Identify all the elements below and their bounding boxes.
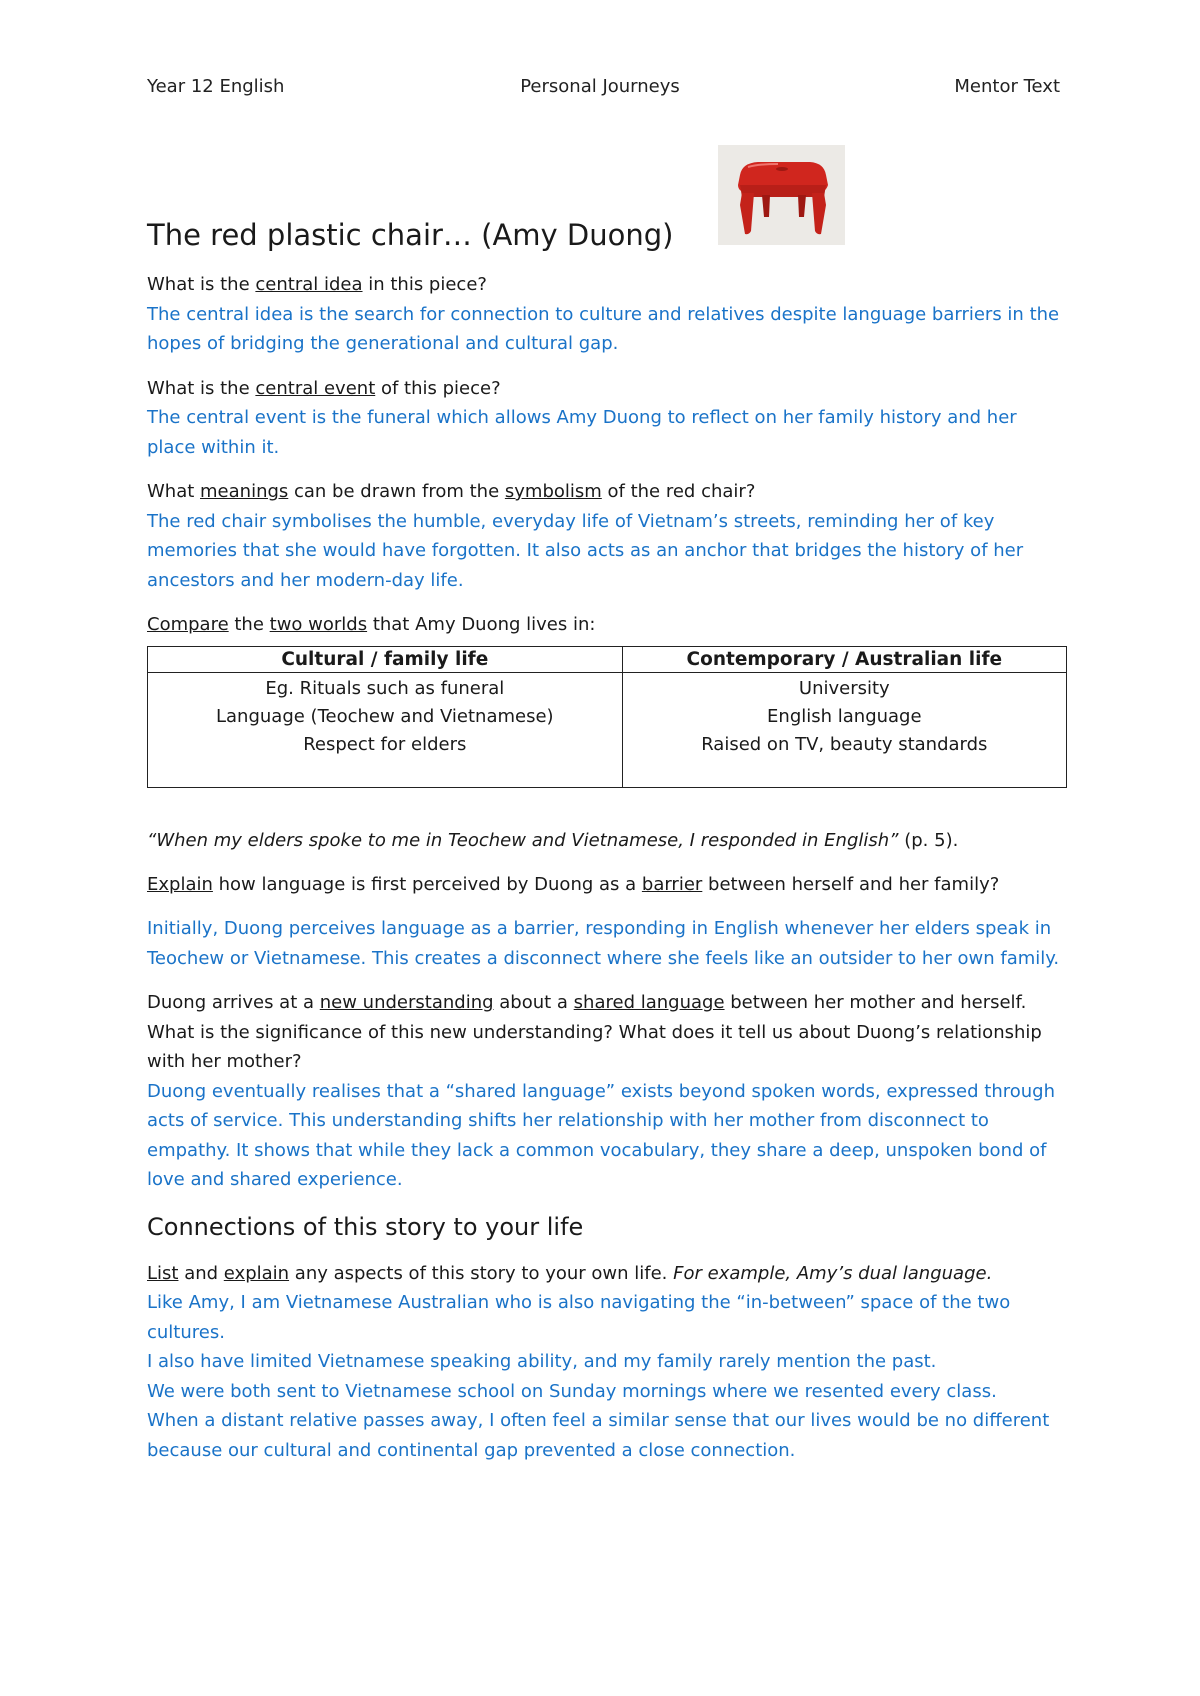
term-compare: Compare [147, 614, 229, 635]
example-text: For example, Amy’s dual language. [673, 1262, 993, 1284]
compare-prompt: Compare the two worlds that Amy Duong lives in: [147, 614, 596, 635]
term-list: List [147, 1262, 179, 1284]
main-content [147, 218, 1067, 1465]
connection-answer: When a distant relative passes away, I often feel a similar sense that our lives would be no different because our cultural and continental gap prevented a close connection. [147, 1410, 1050, 1461]
section-heading-connections: Connections of this story to your life [147, 1212, 584, 1241]
term-barrier: barrier [641, 873, 703, 895]
answer-language-barrier: Initially, Duong perceives language as a barrier, responding in English whenever her elders speak in Teochew or Vietnamese. This creates a disconnect where she feels like an outsider to her own family. [147, 918, 1060, 969]
term-symbolism: symbolism [504, 481, 602, 502]
header-unit: Personal Journeys [520, 76, 680, 97]
connection-answer: Like Amy, I am Vietnamese Australian who is also navigating the “in-between” space of the two cultures. [147, 1292, 1011, 1343]
contemporary-item: University [798, 677, 890, 699]
term-central-event: central event [255, 377, 376, 399]
question-shared-language: Duong arrives at a new understanding about a shared language between her mother and herself. What is the significance of this new understanding? What does it tell us about Duong’s relationship with her mother? [147, 992, 1042, 1072]
text-quote [147, 826, 1067, 855]
term-central-idea: central idea [255, 274, 363, 295]
question-central-event: What is the central event of this piece? [147, 377, 501, 399]
connection-answer: I also have limited Vietnamese speaking ability, and my family rarely mention the past. [147, 1351, 937, 1372]
question-connections: List and explain any aspects of this story to your own life. For example, Amy’s dual language. [147, 1262, 993, 1284]
contemporary-item: English language [767, 705, 922, 727]
two-worlds-table [147, 646, 1067, 788]
answer-symbolism: The red chair symbolises the humble, everyday life of Vietnam’s streets, reminding her of key memories that she would have forgotten. It also acts as an anchor that bridges the history of her ancestors and her modern-day life. [147, 510, 1024, 591]
cultural-item: Language (Teochew and Vietnamese) [216, 705, 554, 727]
answer-shared-language: Duong eventually realises that a “shared language” exists beyond spoken words, expressed through acts of service. This understanding shifts her relationship with her mother from disconnect to empathy. It shows that while they lack a common vocabulary, they share a deep, unspoken bond of love and shared experience. [147, 1080, 1055, 1190]
quote-reference: (p. 5). [898, 829, 959, 851]
table-header-contemporary: Contemporary / Australian life [622, 646, 1066, 672]
quote-text: “When my elders spoke to me in Teochew and Vietnamese, I responded in English” [147, 829, 899, 851]
cultural-item: Eg. Rituals such as funeral [265, 677, 505, 699]
question-central-idea: What is the central idea in this piece? [147, 274, 487, 295]
term-explain: Explain [147, 873, 213, 895]
connection-answer: We were both sent to Vietnamese school on Sunday mornings where we resented every class. [147, 1380, 997, 1402]
term-new-understanding: new understanding [319, 992, 494, 1013]
term-two-worlds: two worlds [269, 614, 368, 635]
answer-central-idea: The central idea is the search for connection to culture and relatives despite language barriers in the hopes of bridging the generational and cultural gap. [147, 303, 1060, 354]
page-title: The red plastic chair… (Amy Duong) [147, 218, 674, 252]
question-symbolism: What meanings can be drawn from the symbolism of the red chair? [147, 481, 756, 502]
header-type: Mentor Text [954, 76, 1060, 97]
table-header-cultural: Cultural / family life [148, 646, 623, 672]
contemporary-item: Raised on TV, beauty standards [701, 733, 988, 755]
term-explain-2: explain [223, 1262, 290, 1284]
table-cell-contemporary [622, 672, 1066, 787]
table-cell-cultural [148, 672, 623, 787]
term-shared-language: shared language [573, 992, 725, 1013]
question-language-barrier: Explain how language is first perceived by Duong as a barrier between herself and her family? [147, 873, 1000, 895]
header-course: Year 12 English [147, 76, 285, 97]
cultural-item: Respect for elders [303, 733, 467, 755]
answer-central-event: The central event is the funeral which allows Amy Duong to reflect on her family history and her place within it. [147, 407, 1017, 458]
term-meanings: meanings [200, 481, 289, 502]
